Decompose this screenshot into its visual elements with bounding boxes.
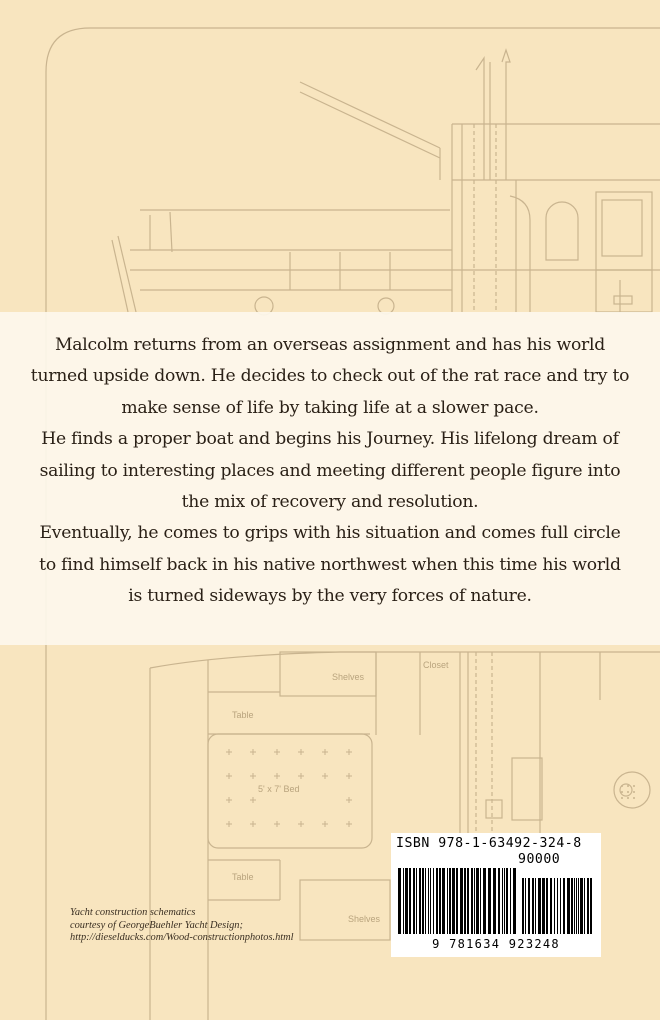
barcode-bar <box>474 868 475 934</box>
barcode-bar <box>428 868 429 934</box>
label-closet: Closet <box>423 660 449 670</box>
barcode-bar <box>456 868 458 934</box>
barcode-addon-bar <box>584 878 585 934</box>
barcode-addon-bar <box>563 878 565 934</box>
barcode-bar <box>430 868 431 934</box>
barcode-bar <box>425 868 426 934</box>
barcode-addon-bar <box>567 878 570 934</box>
barcode-bar <box>480 868 481 934</box>
barcode-addon-bar <box>535 878 536 934</box>
barcode-bar <box>416 868 417 934</box>
barcode-bar <box>506 868 508 934</box>
barcode-bar <box>436 868 438 934</box>
barcode-bar <box>447 868 448 934</box>
barcode-addon-bar <box>542 878 545 934</box>
barcode-bar <box>398 868 401 934</box>
image-credits <box>70 907 370 945</box>
isbn-number: ISBN 978-1-63492-324-8 <box>396 836 582 851</box>
barcode-digits: 9 781634 923248 <box>432 937 560 951</box>
barcode-addon-bar <box>554 878 555 934</box>
barcode-addon-bar <box>532 878 534 934</box>
barcode-graphic <box>396 868 596 938</box>
barcode-bar <box>452 868 455 934</box>
barcode-bar <box>460 868 463 934</box>
credits-line-2: courtesy of GeorgeBuehler Yacht Design; <box>70 919 243 931</box>
barcode-bar <box>433 868 434 934</box>
blurb-paragraph-1: Malcolm returns from an overseas assignment and has his world turned upside down. He decides to check out of the rat race and try to make sense of life by taking life at a slower pace. <box>30 335 630 418</box>
barcode-addon-bar <box>560 878 561 934</box>
label-shelves-bottom: Shelves <box>348 914 381 924</box>
barcode-bar <box>510 868 511 934</box>
barcode-addon-bar <box>576 878 577 934</box>
credits-line-3: http://dieselducks.com/Wood-constructionphotos.html <box>70 932 294 944</box>
barcode-bar <box>483 868 486 934</box>
barcode-addon-bar <box>574 878 575 934</box>
barcode-bar <box>464 868 466 934</box>
barcode-addon-bar <box>528 878 530 934</box>
barcode-bar <box>439 868 441 934</box>
barcode-bar <box>504 868 505 934</box>
barcode-bar <box>498 868 500 934</box>
barcode-bar <box>502 868 503 934</box>
barcode-addon-bar <box>525 878 526 934</box>
barcode-bar <box>419 868 421 934</box>
barcode-bar <box>471 868 473 934</box>
barcode-addon-bar <box>590 878 592 934</box>
label-bed: 5' x 7' Bed <box>258 784 300 794</box>
blurb-paragraph-3: Eventually, he comes to grips with his situation and comes full circle to find himself back in his native northwest when this time his world is turned sideways by the very forces of nature. <box>39 523 621 607</box>
isbn-barcode-box <box>391 833 601 957</box>
barcode-addon-bar <box>538 878 541 934</box>
barcode-bar <box>413 868 415 934</box>
barcode-addon-code: 90000 <box>518 852 561 867</box>
barcode-bar <box>513 868 516 934</box>
barcode-addon-bar <box>522 878 524 934</box>
barcode-addon-bar <box>580 878 583 934</box>
book-blurb <box>30 330 630 613</box>
barcode-addon-bar <box>546 878 548 934</box>
label-shelves-top: Shelves <box>332 672 365 682</box>
barcode-bar <box>449 868 451 934</box>
credits-line-1: Yacht construction schematics <box>70 907 196 918</box>
barcode-addon-bar <box>578 878 579 934</box>
barcode-addon-bar <box>571 878 573 934</box>
barcode-bar <box>422 868 424 934</box>
barcode-addon-bar <box>550 878 552 934</box>
barcode-bar <box>409 868 411 934</box>
barcode-addon-bar <box>557 878 558 934</box>
barcode-bar <box>493 868 496 934</box>
barcode-bar <box>442 868 445 934</box>
label-table-bottom: Table <box>232 872 254 882</box>
barcode-bar <box>467 868 469 934</box>
barcode-addon-bar <box>587 878 589 934</box>
barcode-bar <box>488 868 491 934</box>
barcode-bar <box>403 868 404 934</box>
blurb-paragraph-2: He finds a proper boat and begins his Journey. His lifelong dream of sailing to interesting places and meeting different people figure into the mix of recovery and resolution. <box>39 429 621 513</box>
label-table-top: Table <box>232 710 254 720</box>
barcode-bar <box>405 868 408 934</box>
barcode-bar <box>476 868 479 934</box>
